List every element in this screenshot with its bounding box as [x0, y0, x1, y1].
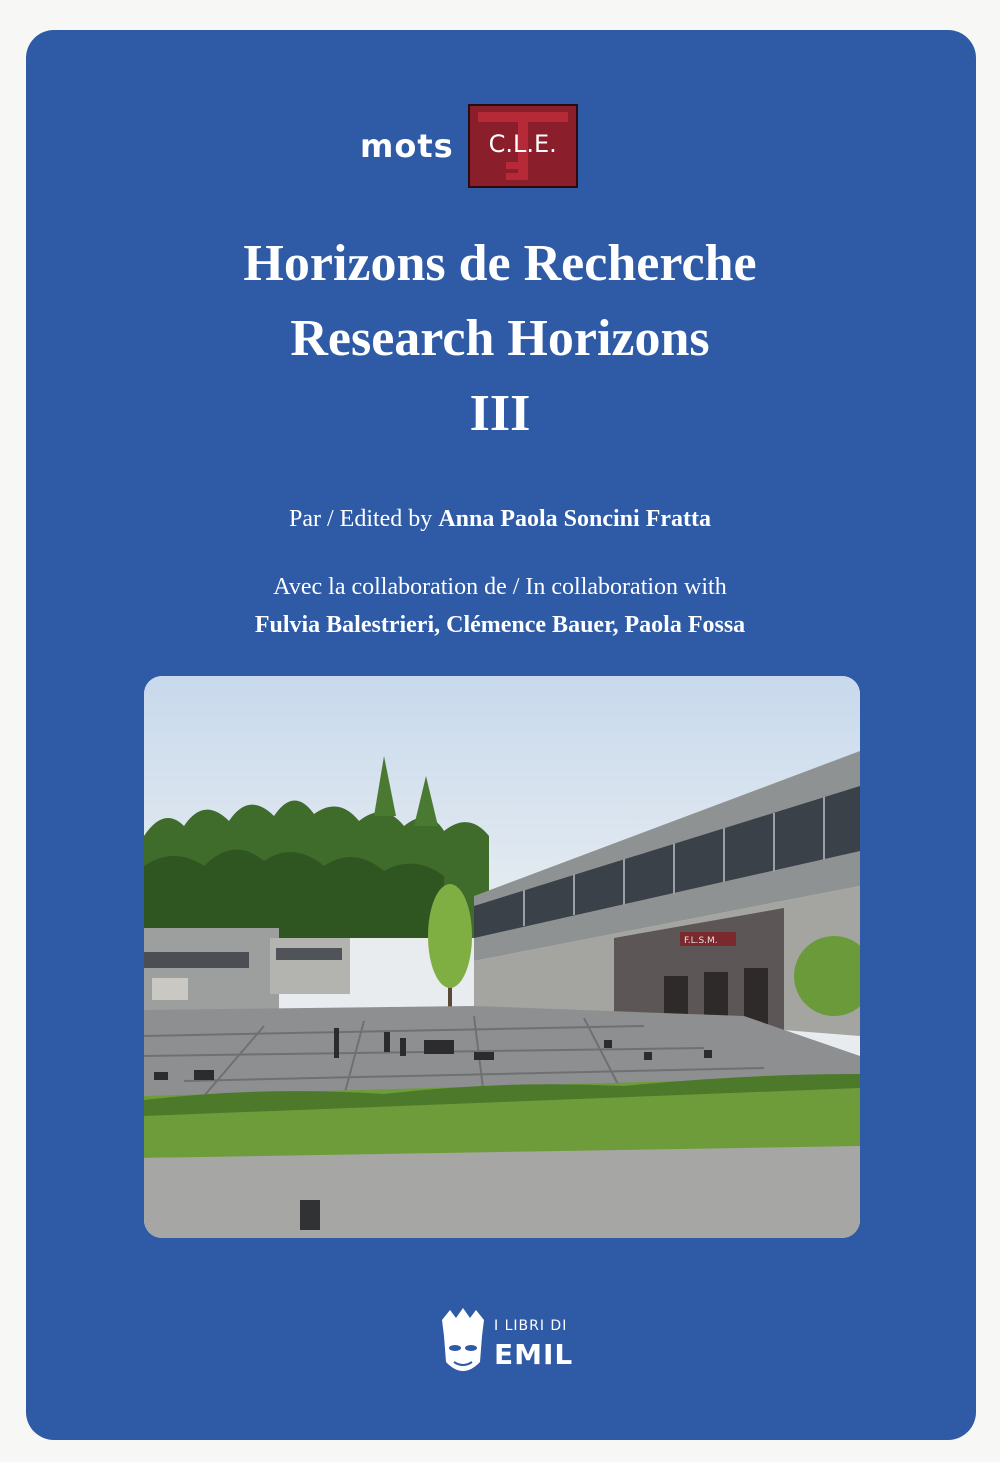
cover-photo: [144, 676, 860, 1238]
cle-label: C.L.E.: [488, 130, 557, 158]
publisher-name: [494, 1306, 573, 1371]
title-line-2: Research Horizons: [290, 310, 710, 367]
edited-by: [0, 506, 1000, 533]
series-logo: [360, 104, 578, 188]
edited-by-prefix: Par / Edited by: [289, 506, 433, 532]
title-line-3: III: [469, 385, 531, 442]
publisher-line-1: I LIBRI DI: [494, 1318, 568, 1334]
cle-logo: [468, 104, 578, 188]
emil-mask-icon: [436, 1306, 490, 1382]
publisher-line-2: EMIL: [494, 1338, 574, 1371]
editor-name: Anna Paola Soncini Fratta: [438, 506, 711, 532]
series-mots-label: mots: [360, 127, 454, 165]
collaborator-names: Fulvia Balestrieri, Clémence Bauer, Paola Fossa: [254, 612, 746, 638]
building-sign: F.L.S.M.: [684, 936, 718, 946]
campus-photo: [144, 676, 860, 1238]
title-line-1: Horizons de Recherche: [243, 235, 757, 292]
publisher-logo: [436, 1306, 573, 1382]
collaboration-prefix: Avec la collaboration de / In collaboration with: [273, 574, 727, 600]
